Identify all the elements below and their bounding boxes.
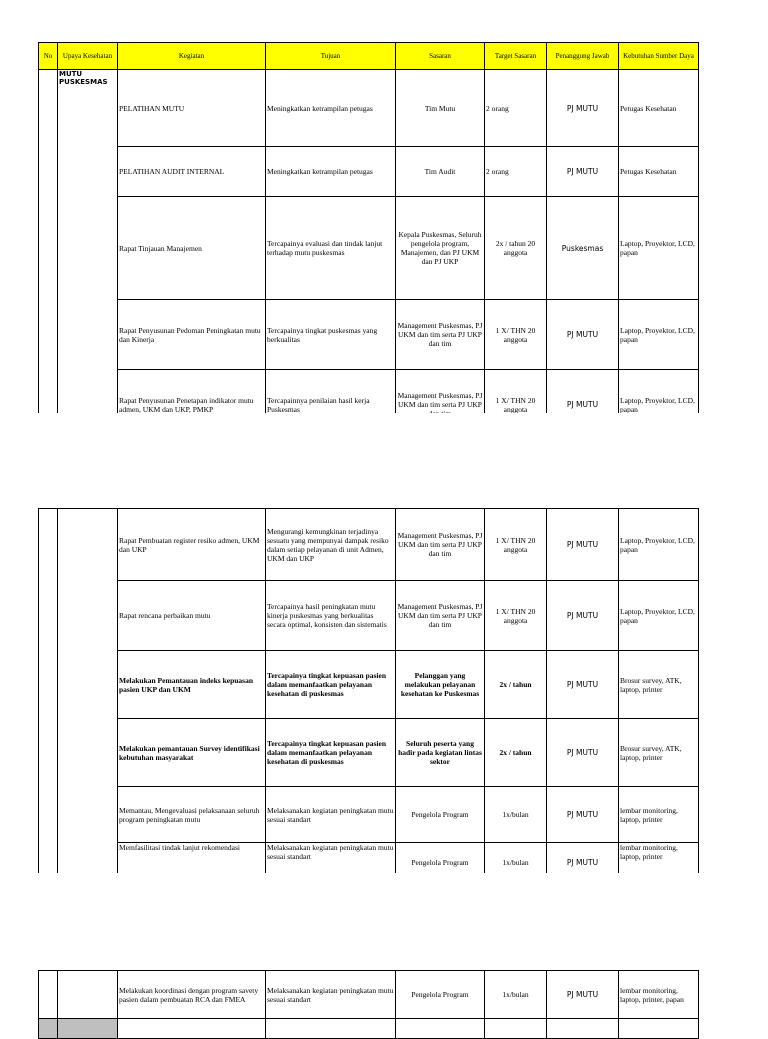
sasaran-cell: Management Puskesmas, PJ UKM dan tim serta PJ UKP dan tim [396, 581, 485, 651]
table-row [39, 197, 699, 300]
sasaran-cell: Pengelola Program [396, 787, 485, 843]
tujuan-cell: Meningkatkan ketrampilan petugas [266, 147, 396, 197]
tujuan-cell: Melaksanakan kegiatan peningkatan mutu sesuai standart [266, 787, 396, 843]
target-cell: 2 orang [485, 147, 547, 197]
kebutuhan-cell: Petugas Kesehatan [619, 147, 699, 197]
page1-table [38, 42, 699, 440]
sasaran-cell: Management Puskesmas, PJ UKM dan tim serta PJ UKP dan tim [396, 300, 485, 370]
no-cell [39, 70, 58, 440]
tujuan-cell: Tercapainnya penilaian hasil kerja Puskesmas [266, 370, 396, 440]
pj-cell: PJ MUTU [547, 370, 619, 440]
sasaran-cell: Pelanggan yang melakukan pelayanan kesehatan ke Puskesmas [396, 651, 485, 719]
page3-table [38, 970, 699, 1039]
sasaran-cell: Pengelola Program [396, 971, 485, 1019]
header-tujuan: Tujuan [266, 43, 396, 70]
table-row [39, 787, 699, 843]
tujuan-cell: Tercapainya tingkat puskesmas yang berkualitas [266, 300, 396, 370]
target-cell [485, 1019, 547, 1039]
kebutuhan-cell: lembar monitoring, laptop, printer [619, 787, 699, 843]
sasaran-cell: Tim Audit [396, 147, 485, 197]
kegiatan-cell: Rapat Penyusunan Pedoman Peningkatan mutu dan Kinerja [118, 300, 266, 370]
table-row [39, 300, 699, 370]
header-pj: Penanggung Jawab [547, 43, 619, 70]
target-cell: 1 X/ THN 20 anggota [485, 509, 547, 581]
header-upaya: Upaya Kesehatan [58, 43, 118, 70]
page-break [0, 873, 768, 970]
target-cell: 2 orang [485, 70, 547, 147]
no-cell [39, 509, 58, 883]
kegiatan-cell [118, 1019, 266, 1039]
kebutuhan-cell: Brosur survey, ATK, laptop, printer [619, 719, 699, 787]
table-row [39, 581, 699, 651]
kegiatan-cell: Rapat Tinjauan Manajemen [118, 197, 266, 300]
kegiatan-cell: Memantau, Mengevaluasi pelaksanaan seluruh program peningkatan mutu [118, 787, 266, 843]
header-kegiatan: Kegiatan [118, 43, 266, 70]
page2-table [38, 508, 699, 883]
header-sasaran: Sasaran [396, 43, 485, 70]
header-kebutuhan: Kebutuhan Sumber Daya [619, 43, 699, 70]
sasaran-cell [396, 1019, 485, 1039]
sasaran-cell: Management Puskesmas, PJ UKM dan tim serta PJ UKP dan tim [396, 509, 485, 581]
kegiatan-cell: Melakukan Pemantauan indeks kepuasan pasien UKP dan UKM [118, 651, 266, 719]
target-cell: 1x/bulan [485, 971, 547, 1019]
page-break [0, 413, 768, 508]
tujuan-cell: Melaksanakan kegiatan peningkatan mutu sesuai standart [266, 843, 396, 883]
table-header [39, 43, 699, 70]
kegiatan-cell: PELATIHAN AUDIT INTERNAL [118, 147, 266, 197]
target-cell: 2x / tahun 20 anggota [485, 197, 547, 300]
no-cell [39, 971, 58, 1019]
pj-cell: PJ MUTU [547, 509, 619, 581]
kebutuhan-cell: Petugas Kesehatan [619, 70, 699, 147]
upaya-cell [58, 1019, 118, 1039]
tujuan-cell: Meningkatkan ketrampilan petugas [266, 70, 396, 147]
section-label: MUTU PUSKESMAS [58, 70, 118, 440]
sasaran-cell: Management Puskesmas, PJ UKM dan tim serta PJ UKP [396, 370, 485, 440]
table-row [39, 147, 699, 197]
tujuan-cell [266, 1019, 396, 1039]
pj-cell: Puskesmas [547, 197, 619, 300]
tujuan-cell: Tercapainya evaluasi dan tindak lanjut terhadap mutu puskesmas [266, 197, 396, 300]
sasaran-cell: Seluruh peserta yang hadir pada kegiatan lintas sektor [396, 719, 485, 787]
pj-cell: PJ MUTU [547, 787, 619, 843]
tujuan-cell: Tercapainya tingkat kepuasan pasien dalam memanfaatkan pelayanan kesehatan di puskesmas [266, 651, 396, 719]
tujuan-cell: Tercapainya tingkat kepuasan pasien dalam memanfaatkan pelayanan kesehatan di puskesmas [266, 719, 396, 787]
sasaran-cell: Pengelola Program [396, 843, 485, 883]
target-cell: 1 X/ THN 20 anggota [485, 300, 547, 370]
kebutuhan-cell: Laptop, Proyektor, LCD, papan [619, 370, 699, 440]
kegiatan-cell: Memfasilitasi tindak lanjut rekomendasi [118, 843, 266, 883]
sasaran-cell: Kepala Puskesmas, Seluruh pengelola program, Manajemen, dan PJ UKM dan PJ UKP [396, 197, 485, 300]
pj-cell: PJ MUTU [547, 300, 619, 370]
target-cell: 2x / tahun [485, 651, 547, 719]
kegiatan-cell: Rapat Penyusunan Penetapan indikator mutu admen, UKM dan UKP, PMKP [118, 370, 266, 440]
target-cell: 1 X/ THN 20 anggota [485, 370, 547, 440]
kegiatan-cell: Rapat rencana perbaikan mutu [118, 581, 266, 651]
kebutuhan-cell: Brosur survey, ATK, laptop, printer [619, 651, 699, 719]
table-row [39, 70, 699, 147]
table-row [39, 1019, 699, 1039]
no-cell [39, 1019, 58, 1039]
pj-cell: PJ MUTU [547, 581, 619, 651]
pj-cell: PJ MUTU [547, 651, 619, 719]
kegiatan-cell: Melakukan pemantauan Survey identifikasi kebutuhan masyarakat [118, 719, 266, 787]
upaya-cell [58, 971, 118, 1019]
kebutuhan-cell: Laptop, Proyektor, LCD, papan [619, 509, 699, 581]
pj-cell: PJ MUTU [547, 719, 619, 787]
pj-cell: PJ MUTU [547, 971, 619, 1019]
kegiatan-cell: PELATIHAN MUTU [118, 70, 266, 147]
header-no: No [39, 43, 58, 70]
kebutuhan-cell [619, 1019, 699, 1039]
kebutuhan-cell: Laptop, Proyektor, LCD, papan [619, 197, 699, 300]
target-cell: 2x / tahun [485, 719, 547, 787]
kebutuhan-cell: lembar monitoring, laptop, printer [619, 843, 699, 883]
kebutuhan-cell: Laptop, Proyektor, LCD, papan [619, 300, 699, 370]
kegiatan-cell: Melakukan koordinasi dengan program savety pasien dalam pembuatan RCA dan FMEA [118, 971, 266, 1019]
table-row [39, 971, 699, 1019]
kegiatan-cell: Rapat Pembuatan register resiko admen, UKM dan UKP [118, 509, 266, 581]
tujuan-cell: Tercapainya hasil peningkatan mutu kinerja puskesmas yang berkualitas secara optimal, konsisten dan sistematis [266, 581, 396, 651]
pj-cell: PJ MUTU [547, 843, 619, 883]
sasaran-cell: Tim Mutu [396, 70, 485, 147]
upaya-cell [58, 509, 118, 883]
table-row [39, 651, 699, 719]
kebutuhan-cell: lembar monitoring, laptop, printer, papan [619, 971, 699, 1019]
tujuan-cell: Mengurangi kemungkinan terjadinya sesuatu yang mempunyai dampak resiko dalam setiap pelayanan di unit Admen, UKM dan UKP [266, 509, 396, 581]
target-cell: 1 X/ THN 20 anggota [485, 581, 547, 651]
target-cell: 1x/bulan [485, 843, 547, 883]
kebutuhan-cell: Laptop, Proyektor, LCD, papan [619, 581, 699, 651]
pj-cell: PJ MUTU [547, 147, 619, 197]
tujuan-cell: Melaksanakan kegiatan peningkatan mutu sesuai standart [266, 971, 396, 1019]
target-cell: 1x/bulan [485, 787, 547, 843]
header-target: Target Sasaran [485, 43, 547, 70]
table-row [39, 719, 699, 787]
pj-cell [547, 1019, 619, 1039]
table-row [39, 509, 699, 581]
pj-cell: PJ MUTU [547, 70, 619, 147]
